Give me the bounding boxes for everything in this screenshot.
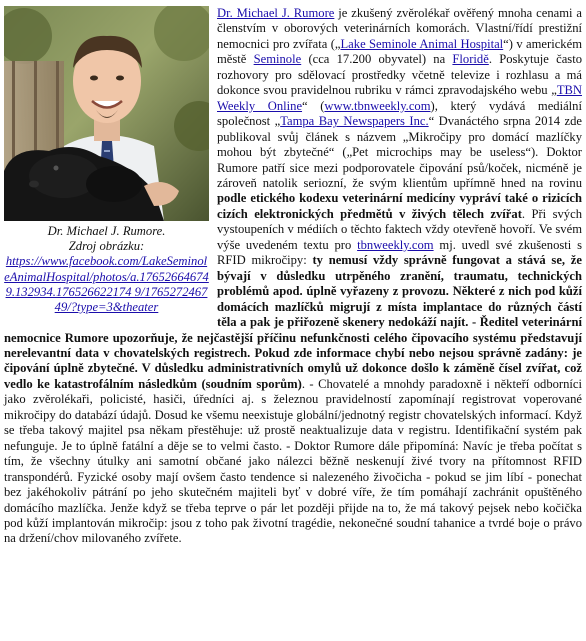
link-tbnweekly-url[interactable]: www.tbnweekly.com: [324, 98, 431, 113]
link-seminole[interactable]: Seminole: [253, 52, 302, 67]
caption-source-label: Zdroj obrázku:: [68, 239, 145, 254]
text-segment: (cca 17.200 obyvatel) na: [301, 52, 453, 67]
text-segment: . Poskytuje často rozhovory pro sdělovací prostředky včetně televize i rozhlasu a má dokonce svou pravidelnou rubriku v rámci zpravodajského webu „: [217, 52, 582, 98]
text-segment: mj. uvedl své zkušenosti s RFID mikročipy:: [217, 237, 582, 268]
text-segment: “ Dvanáctého srpna 2014 zde publikoval svůj článek s názvem „Mikročipy pro domácí mazlíčky mohou být zbytečné“ („Pet microchips may be useless“). Doktor Rumore patří sice mezi podporovatele čipování psů/koček, nicméně je zároveň natolik seriozní, že svým klientům upřímně hned na rovinu: [217, 114, 582, 190]
text-segment: je zkušený zvěrolékař ověřený mnoha cenami a členstvím v oborových veterinárních komorách. Vlastní/řídí prestižní nemocnici pro zvířata („: [217, 6, 582, 51]
text-segment: “) v americkém městě: [217, 36, 582, 67]
link-florida[interactable]: Floridě: [452, 52, 489, 67]
caption-source-link[interactable]: https://www.facebook.com/LakeSeminoleAnimalHospital/photos/a.176526646749.132934.176526622174 9/176527246749/?type=3&theater: [4, 254, 209, 315]
photo-figure: [4, 6, 209, 315]
portrait-photo: [4, 6, 209, 221]
text-segment: “ (: [302, 98, 325, 113]
photo-caption: [4, 224, 209, 315]
caption-name: Dr. Michael J. Rumore.: [47, 224, 166, 238]
link-tbn-weekly-online[interactable]: TBN Weekly Online: [217, 83, 582, 113]
link-lake-seminole-hospital[interactable]: Lake Seminole Animal Hospital: [340, 36, 504, 51]
link-michael-rumore[interactable]: Dr. Michael J. Rumore: [217, 6, 335, 20]
text-segment: . Při svých vystoupeních v médiích o těchto faktech vždy otevřeně hovoří. Ve svém výše uvedeném textu pro: [217, 206, 582, 252]
link-tampa-bay-newspapers[interactable]: Tampa Bay Newspapers Inc.: [280, 114, 429, 129]
bold-segment-chip-failures: ty nemusí vždy správně fungovat a stává se, že bývají v důsledku utrpěného zranění, traumatu, technických problémů apod. úplně vyřazeny z provozu. Některé z nich pod kůží domácích mazlíčků migrují z místa implantace do různých částí těla a pak je přiřozeně skenery nedokáží najít. - Ředitel veterinární nemocnice Rumore upozorňuje, že nejčastější příčinu nefunkčnosti celého čipovacího systému představují nerelevantní data v chovatelských registrech. Pokud zde informace chybí nebo nejsou správně zadány: je čipování úplně zbytečné. V důsledku administrativních omylů už dokonce došlo k záměně čísel zvířat, což vedlo ke katastrofálním následkům (soudním sporům): [4, 253, 582, 391]
text-segment: ), který vydává mediální společnost „: [217, 98, 582, 129]
text-segment: . - Chovatelé a mnohdy paradoxně i někteří odborníci jako zvěrolékaři, policisté, hasiči, úředníci aj. s železnou pravidelností zapomínají registrovat voperované mikročipy do databází údajů. Dosud ke všemu neexistuje globální/jednotný registr chovatelských informací. Když se třeba takový majitel psa někam přestěhuje: už prostě neaktualizuje data v registru. Identifikační systém pak nefunguje. Je to úplně fatální a děje se to velmi často. - Doktor Rumore dále připomíná: Navíc je třeba počítat s tím, že všechny útulky ani samotní občané jako nálezci běžně neskenují živé tvory na přítomnost RFID transpondérů. Fyzické osoby mají ovšem často tendence si nalezeného živočicha - pokud se jim líbí - ponechat bez jakéhokoliv pátrání po jeho skutečném majiteli byť v dobré víře, že tím pomáhají zachránit opuštěného domácího mazlíčka. Jenže když se třeba teprve o pár let později přijde na to, že má takový pejsek nebo kočička pod kůží implantován mikročip: jsou z toho pak životní tragédie, nekonečné soudní tahanice a tvrdé boje o právo na držení/chov milovaného zvířete.: [4, 376, 582, 546]
link-tbnweekly-com[interactable]: tbnweekly.com: [357, 237, 434, 252]
bold-segment-ethics: podle etického kodexu veterinární medicíny vypráví také o rizicích cizích elektronických předmětů v živých tělech zvířat: [217, 191, 582, 221]
